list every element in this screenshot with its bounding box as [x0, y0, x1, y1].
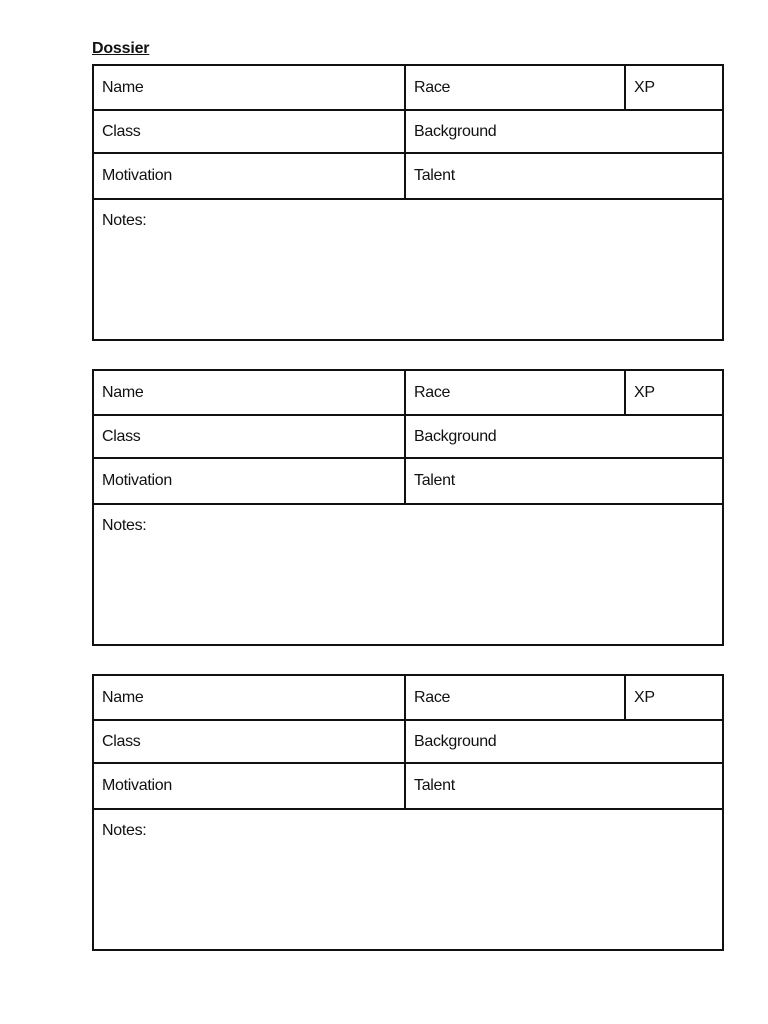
motivation-field[interactable]: Motivation	[94, 154, 406, 198]
motivation-row	[94, 154, 722, 200]
background-field[interactable]: Background	[414, 427, 497, 445]
notes-label: Notes:	[102, 822, 147, 839]
race-field[interactable]: Race	[406, 371, 626, 414]
motivation-field[interactable]: Motivation	[94, 764, 406, 808]
name-field[interactable]: Name	[94, 676, 406, 719]
xp-field[interactable]: XP	[634, 688, 655, 706]
identity-row	[94, 371, 722, 416]
background-field[interactable]: Background	[414, 732, 497, 750]
page-title: Dossier	[92, 40, 150, 57]
xp-field[interactable]: XP	[634, 383, 655, 401]
notes-field[interactable]	[94, 200, 722, 339]
race-field[interactable]: Race	[406, 66, 626, 109]
talent-field[interactable]: Talent	[414, 472, 455, 489]
race-field[interactable]: Race	[406, 676, 626, 719]
class-row	[94, 416, 722, 459]
dossier-card-2	[92, 369, 724, 646]
class-row	[94, 111, 722, 154]
motivation-row	[94, 764, 722, 810]
class-field[interactable]: Class	[94, 721, 406, 762]
class-field[interactable]: Class	[94, 416, 406, 457]
talent-field[interactable]: Talent	[414, 167, 455, 184]
notes-label: Notes:	[102, 517, 147, 534]
class-field[interactable]: Class	[94, 111, 406, 152]
notes-field[interactable]	[94, 810, 722, 949]
xp-field[interactable]: XP	[634, 78, 655, 96]
dossier-card-1	[92, 64, 724, 341]
identity-row	[94, 676, 722, 721]
background-field[interactable]: Background	[414, 122, 497, 140]
class-row	[94, 721, 722, 764]
notes-label: Notes:	[102, 212, 147, 229]
talent-field[interactable]: Talent	[414, 777, 455, 794]
name-field[interactable]: Name	[94, 66, 406, 109]
notes-field[interactable]	[94, 505, 722, 644]
motivation-field[interactable]: Motivation	[94, 459, 406, 503]
name-field[interactable]: Name	[94, 371, 406, 414]
motivation-row	[94, 459, 722, 505]
identity-row	[94, 66, 722, 111]
dossier-card-3	[92, 674, 724, 951]
